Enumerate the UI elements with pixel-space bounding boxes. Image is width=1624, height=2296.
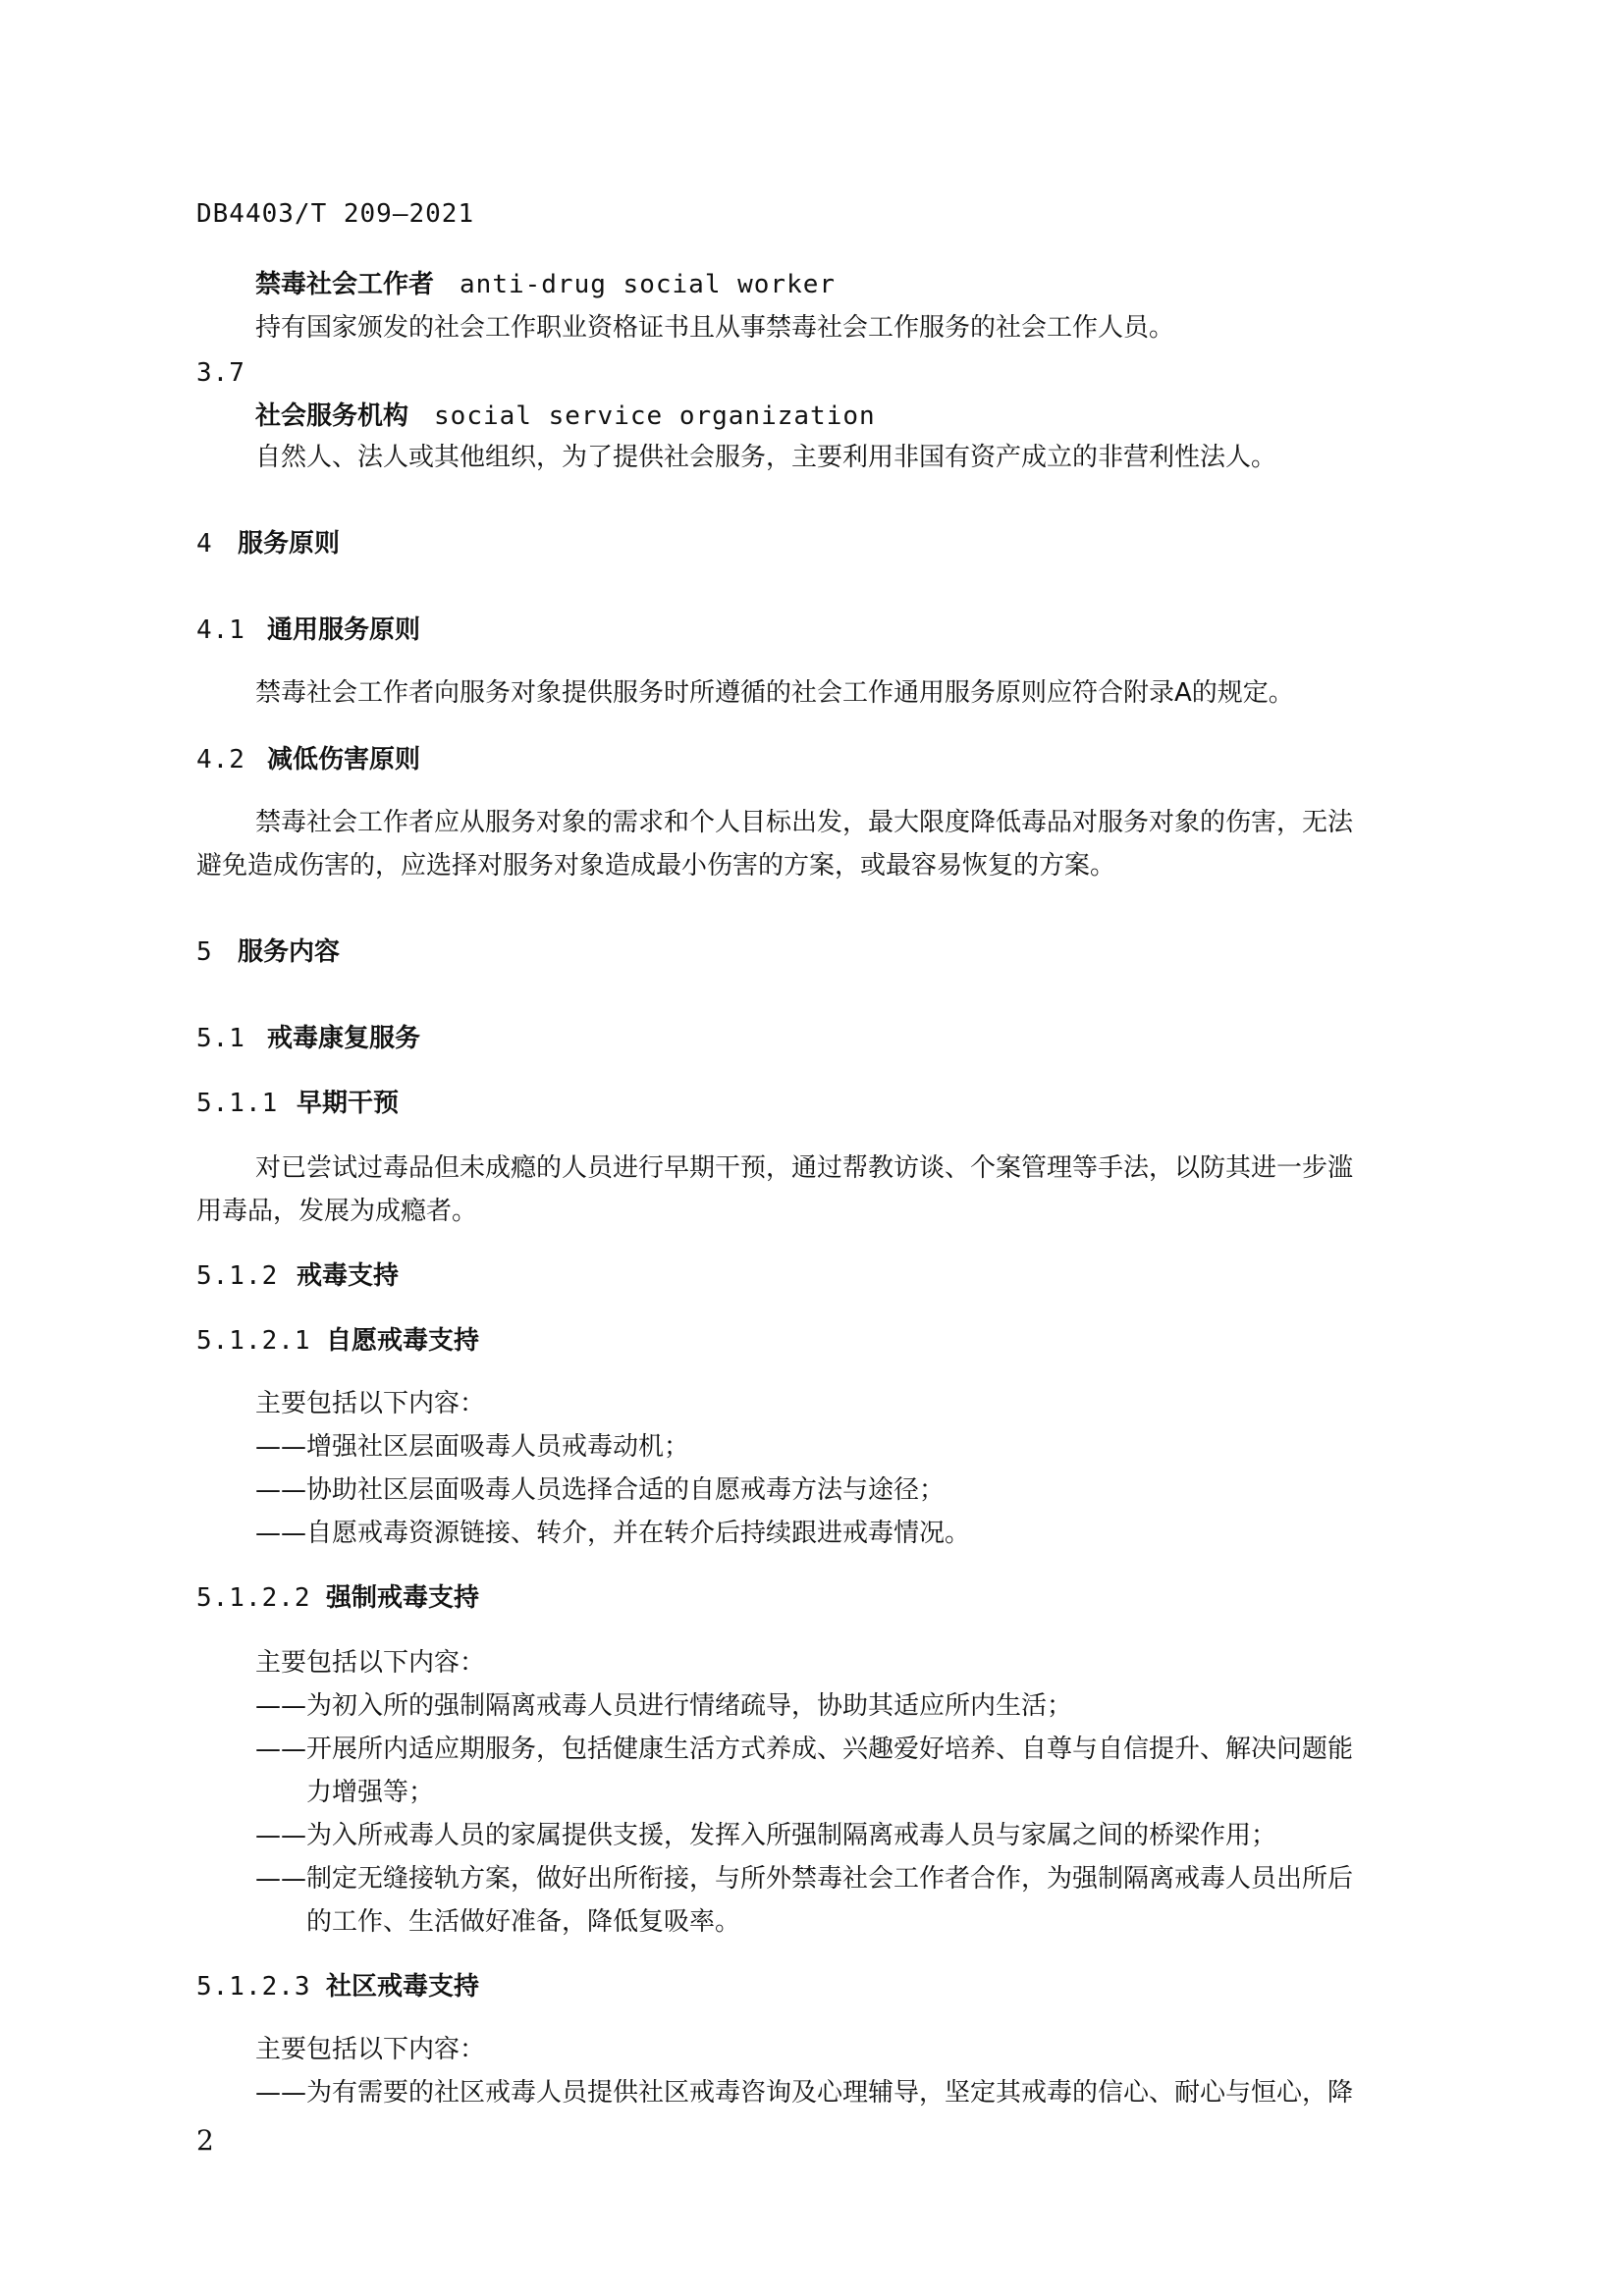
term-3-7-definition: 自然人、法人或其他组织，为了提供社会服务，主要利用非国有资产成立的非营利性法人。 <box>255 443 1277 472</box>
term-3-7-number: 3.7 <box>196 358 245 388</box>
section-title: 戒毒康复服务 <box>267 1024 421 1053</box>
section-title: 通用服务原则 <box>267 615 421 645</box>
section-title: 自愿戒毒支持 <box>326 1326 480 1356</box>
section-number: 4 <box>196 529 213 559</box>
list-item: ——开展所内适应期服务，包括健康生活方式养成、兴趣爱好培养、自尊与自信提升、解决问题能 <box>255 1735 1354 1764</box>
term-3-6-definition: 持有国家颁发的社会工作职业资格证书且从事禁毒社会工作服务的社会工作人员。 <box>255 313 1175 343</box>
list-item: ——增强社区层面吸毒人员戒毒动机； <box>255 1432 690 1462</box>
section-5-1-2-1-intro: 主要包括以下内容： <box>255 1389 486 1418</box>
doc-code-header: DB4403/T 209—2021 <box>196 199 475 229</box>
list-item: ——为初入所的强制隔离戒毒人员进行情绪疏导，协助其适应所内生活； <box>255 1691 1073 1721</box>
page-number: 2 <box>196 2124 214 2157</box>
section-number: 5.1.2 <box>196 1261 279 1291</box>
section-4-1-body: 禁毒社会工作者向服务对象提供服务时所遵循的社会工作通用服务原则应符合附录A的规定。 <box>255 678 1294 708</box>
list-item: ——为入所戒毒人员的家属提供支援，发挥入所强制隔离戒毒人员与家属之间的桥梁作用； <box>255 1821 1277 1850</box>
section-5-1-2-1-heading <box>196 1323 479 1359</box>
section-number: 5.1.2.1 <box>196 1326 311 1356</box>
section-5-1-heading <box>196 1021 420 1056</box>
section-number: 4.2 <box>196 745 245 774</box>
section-5-1-2-heading <box>196 1258 399 1294</box>
section-5-1-1-body-line-1: 对已尝试过毒品但未成瘾的人员进行早期干预，通过帮教访谈、个案管理等手法，以防其进一步滥 <box>255 1153 1354 1183</box>
list-item: ——制定无缝接轨方案，做好出所衔接，与所外禁毒社会工作者合作，为强制隔离戒毒人员出所后 <box>255 1864 1354 1894</box>
term-3-7-zh: 社会服务机构 <box>255 401 409 431</box>
section-5-1-2-2-heading <box>196 1580 479 1616</box>
list-item-continuation: 力增强等； <box>306 1778 435 1807</box>
section-5-1-1-body-line-2: 用毒品，发展为成瘾者。 <box>196 1197 478 1226</box>
section-4-1-heading <box>196 613 420 648</box>
term-3-6-heading <box>255 267 836 302</box>
section-4-heading <box>196 526 340 561</box>
list-item: ——为有需要的社区戒毒人员提供社区戒毒咨询及心理辅导，坚定其戒毒的信心、耐心与恒心，降 <box>255 2078 1354 2108</box>
section-title: 强制戒毒支持 <box>326 1583 480 1613</box>
section-5-heading <box>196 934 340 970</box>
section-number: 5.1.2.3 <box>196 1972 311 2002</box>
term-3-6-en: anti-drug social worker <box>460 270 837 299</box>
section-5-1-2-3-heading <box>196 1969 479 2004</box>
section-5-1-1-heading <box>196 1086 399 1121</box>
section-title: 戒毒支持 <box>297 1261 400 1291</box>
section-5-1-2-3-intro: 主要包括以下内容： <box>255 2035 486 2064</box>
section-number: 5.1.2.2 <box>196 1583 311 1613</box>
section-4-2-body-line-2: 避免造成伤害的，应选择对服务对象造成最小伤害的方案，或最容易恢复的方案。 <box>196 851 1116 881</box>
section-5-1-2-2-intro: 主要包括以下内容： <box>255 1648 486 1678</box>
section-number: 5.1 <box>196 1024 245 1053</box>
section-number: 4.1 <box>196 615 245 645</box>
section-4-2-heading <box>196 742 420 777</box>
section-title: 早期干预 <box>297 1089 400 1118</box>
term-3-7-en: social service organization <box>434 401 876 431</box>
section-title: 服务内容 <box>238 937 341 967</box>
section-title: 服务原则 <box>238 529 341 559</box>
list-item-continuation: 的工作、生活做好准备，降低复吸率。 <box>306 1907 741 1937</box>
term-3-7-heading <box>255 399 876 434</box>
section-title: 减低伤害原则 <box>267 745 421 774</box>
list-item: ——协助社区层面吸毒人员选择合适的自愿戒毒方法与途径； <box>255 1475 946 1505</box>
list-item: ——自愿戒毒资源链接、转介，并在转介后持续跟进戒毒情况。 <box>255 1519 971 1548</box>
section-4-2-body-line-1: 禁毒社会工作者应从服务对象的需求和个人目标出发，最大限度降低毒品对服务对象的伤害，无法 <box>255 808 1354 837</box>
section-number: 5 <box>196 937 213 967</box>
section-number: 5.1.1 <box>196 1089 279 1118</box>
section-title: 社区戒毒支持 <box>326 1972 480 2002</box>
term-3-6-zh: 禁毒社会工作者 <box>255 270 435 299</box>
